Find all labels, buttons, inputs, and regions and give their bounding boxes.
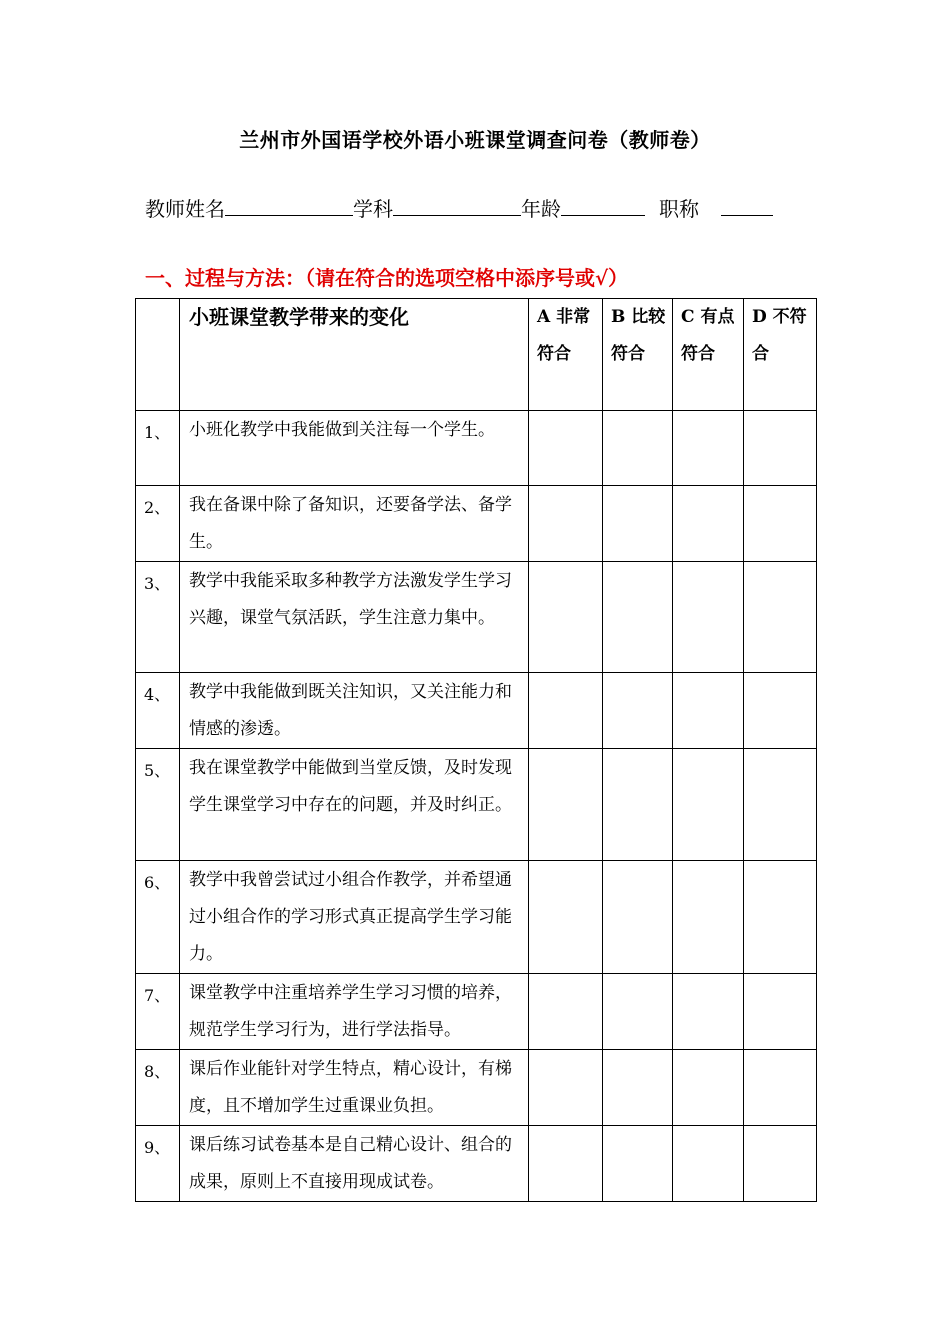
answer-cell-d[interactable] [744, 562, 817, 673]
answer-cell-a[interactable] [529, 486, 603, 562]
answer-cell-c[interactable] [673, 861, 744, 974]
answer-cell-b[interactable] [603, 673, 673, 749]
teacher-info-line [145, 193, 773, 222]
answer-cell-a[interactable] [529, 411, 603, 486]
question-text: 我在备课中除了备知识，还要备学法、备学生。 [180, 486, 529, 562]
table-row [136, 974, 817, 1050]
question-text: 课堂教学中注重培养学生学习习惯的培养，规范学生学习行为，进行学法指导。 [180, 974, 529, 1050]
row-number: 1、 [136, 411, 180, 486]
question-text: 课后作业能针对学生特点，精心设计，有梯度，且不增加学生过重课业负担。 [180, 1050, 529, 1126]
answer-cell-a[interactable] [529, 562, 603, 673]
answer-cell-c[interactable] [673, 486, 744, 562]
header-option-b: B 比较符合 [603, 299, 673, 411]
age-blank[interactable] [561, 195, 645, 216]
answer-cell-a[interactable] [529, 974, 603, 1050]
table-row [136, 562, 817, 673]
table-row [136, 861, 817, 974]
row-number: 6、 [136, 861, 180, 974]
answer-cell-d[interactable] [744, 1126, 817, 1202]
table-row [136, 1126, 817, 1202]
question-text: 课后练习试卷基本是自己精心设计、组合的成果，原则上不直接用现成试卷。 [180, 1126, 529, 1202]
question-text: 教学中我能做到既关注知识，又关注能力和情感的渗透。 [180, 673, 529, 749]
answer-cell-a[interactable] [529, 673, 603, 749]
answer-cell-b[interactable] [603, 861, 673, 974]
answer-cell-c[interactable] [673, 562, 744, 673]
table-row [136, 486, 817, 562]
section-heading: 一、过程与方法：（请在符合的选项空格中添序号或√） [145, 266, 629, 290]
name-label: 教师姓名 [145, 197, 225, 221]
answer-cell-d[interactable] [744, 673, 817, 749]
answer-cell-b[interactable] [603, 974, 673, 1050]
rank-label: 职称 [659, 197, 699, 221]
answer-cell-b[interactable] [603, 749, 673, 861]
answer-cell-a[interactable] [529, 861, 603, 974]
header-option-c: C 有点符合 [673, 299, 744, 411]
answer-cell-c[interactable] [673, 1050, 744, 1126]
answer-cell-d[interactable] [744, 974, 817, 1050]
question-text: 教学中我能采取多种教学方法激发学生学习兴趣，课堂气氛活跃，学生注意力集中。 [180, 562, 529, 673]
answer-cell-b[interactable] [603, 411, 673, 486]
answer-cell-a[interactable] [529, 1126, 603, 1202]
answer-cell-a[interactable] [529, 1050, 603, 1126]
answer-cell-d[interactable] [744, 411, 817, 486]
question-text: 我在课堂教学中能做到当堂反馈，及时发现学生课堂学习中存在的问题，并及时纠正。 [180, 749, 529, 861]
table-row [136, 749, 817, 861]
row-number: 9、 [136, 1126, 180, 1202]
answer-cell-d[interactable] [744, 1050, 817, 1126]
rank-blank[interactable] [721, 195, 773, 216]
answer-cell-b[interactable] [603, 1050, 673, 1126]
header-question: 小班课堂教学带来的变化 [180, 299, 529, 411]
header-num-cell [136, 299, 180, 411]
answer-cell-b[interactable] [603, 562, 673, 673]
answer-cell-c[interactable] [673, 1126, 744, 1202]
age-label: 年龄 [521, 197, 561, 221]
answer-cell-d[interactable] [744, 486, 817, 562]
header-option-d: D 不符合 [744, 299, 817, 411]
row-number: 5、 [136, 749, 180, 861]
answer-cell-c[interactable] [673, 411, 744, 486]
row-number: 4、 [136, 673, 180, 749]
answer-cell-b[interactable] [603, 1126, 673, 1202]
subject-label: 学科 [353, 197, 393, 221]
survey-table [135, 298, 817, 1202]
answer-cell-c[interactable] [673, 974, 744, 1050]
row-number: 7、 [136, 974, 180, 1050]
answer-cell-b[interactable] [603, 486, 673, 562]
question-text: 教学中我曾尝试过小组合作教学，并希望通过小组合作的学习形式真正提高学生学习能力。 [180, 861, 529, 974]
table-row [136, 673, 817, 749]
answer-cell-a[interactable] [529, 749, 603, 861]
row-number: 2、 [136, 486, 180, 562]
answer-cell-d[interactable] [744, 749, 817, 861]
table-row [136, 1050, 817, 1126]
question-text: 小班化教学中我能做到关注每一个学生。 [180, 411, 529, 486]
subject-blank[interactable] [393, 195, 521, 216]
name-blank[interactable] [225, 195, 353, 216]
header-row [136, 299, 817, 411]
answer-cell-c[interactable] [673, 749, 744, 861]
answer-cell-d[interactable] [744, 861, 817, 974]
header-option-a: A 非常符合 [529, 299, 603, 411]
row-number: 8、 [136, 1050, 180, 1126]
document-title: 兰州市外国语学校外语小班课堂调查问卷（教师卷） [239, 128, 711, 152]
row-number: 3、 [136, 562, 180, 673]
table-row [136, 411, 817, 486]
answer-cell-c[interactable] [673, 673, 744, 749]
